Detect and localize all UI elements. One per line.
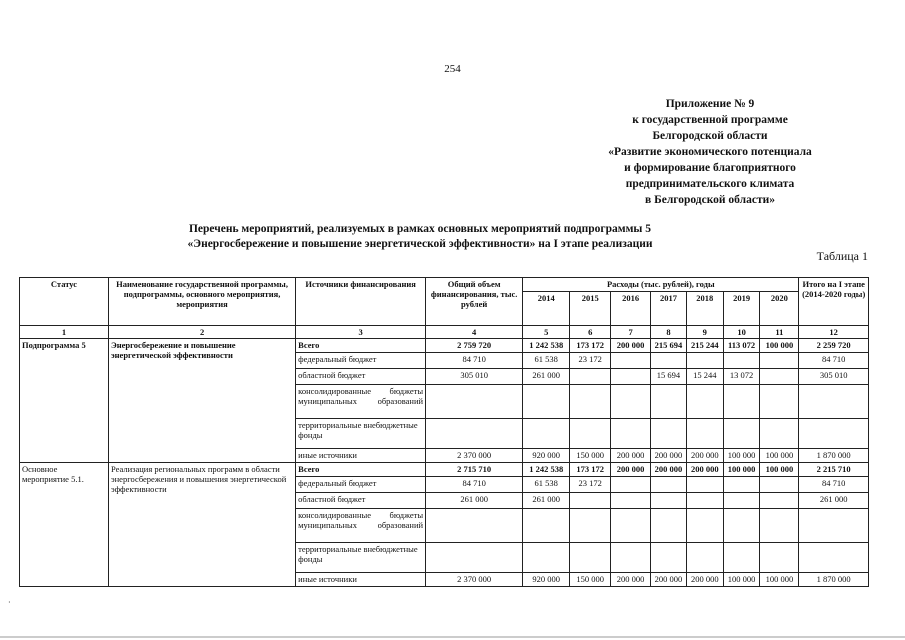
column-number: 6 [570, 326, 611, 339]
total-cell: 2 759 720 [426, 339, 523, 353]
year-cell [686, 477, 723, 493]
stage-total-cell: 1 870 000 [799, 449, 869, 463]
stage-total-cell [799, 509, 869, 543]
header-status: Статус [20, 278, 109, 326]
stage-total-cell: 261 000 [799, 493, 869, 509]
header-expenses: Расходы (тыс. рублей), годы [523, 278, 799, 292]
appendix-line: предпринимательского климата [625, 178, 795, 190]
total-cell [426, 385, 523, 419]
header-year: 2017 [651, 292, 687, 326]
year-cell: 200 000 [611, 339, 651, 353]
column-number: 2 [108, 326, 295, 339]
source-cell: территориальные внебюджетные фонды [296, 543, 426, 573]
year-cell [760, 493, 799, 509]
year-cell [651, 385, 687, 419]
year-cell: 100 000 [723, 449, 760, 463]
total-cell: 2 370 000 [426, 449, 523, 463]
appendix-line: «Развитие экономического потенциала [608, 146, 812, 158]
source-cell: иные источники [296, 449, 426, 463]
year-cell [723, 509, 760, 543]
header-year: 2016 [611, 292, 651, 326]
year-cell: 23 172 [570, 477, 611, 493]
year-cell [686, 543, 723, 573]
year-cell [570, 369, 611, 385]
stage-total-cell: 2 259 720 [799, 339, 869, 353]
year-cell [570, 543, 611, 573]
year-cell: 1 242 538 [523, 339, 570, 353]
year-cell: 100 000 [760, 573, 799, 587]
year-cell [723, 493, 760, 509]
scan-edge [0, 636, 905, 638]
total-cell: 305 010 [426, 369, 523, 385]
column-number: 7 [611, 326, 651, 339]
source-cell: консолидированные бюджеты муниципальных образований [296, 509, 426, 543]
year-cell [686, 509, 723, 543]
source-cell: Всего [296, 463, 426, 477]
year-cell [760, 477, 799, 493]
year-cell [611, 543, 651, 573]
year-cell: 200 000 [611, 573, 651, 587]
column-number: 8 [651, 326, 687, 339]
year-cell: 100 000 [760, 449, 799, 463]
column-number: 10 [723, 326, 760, 339]
source-cell: иные источники [296, 573, 426, 587]
stage-total-cell [799, 419, 869, 449]
year-cell [570, 419, 611, 449]
year-cell [611, 493, 651, 509]
source-cell: консолидированные бюджеты муниципальных образований [296, 385, 426, 419]
year-cell [760, 369, 799, 385]
column-number: 11 [760, 326, 799, 339]
year-cell [611, 385, 651, 419]
year-cell [611, 509, 651, 543]
year-cell: 215 694 [651, 339, 687, 353]
stage-total-cell: 1 870 000 [799, 573, 869, 587]
year-cell [723, 419, 760, 449]
header-year: 2015 [570, 292, 611, 326]
header-total: Общий объем финансирования, тыс. рублей [426, 278, 523, 326]
stage-total-cell: 84 710 [799, 477, 869, 493]
column-number: 9 [686, 326, 723, 339]
source-cell: областной бюджет [296, 369, 426, 385]
year-cell [611, 419, 651, 449]
appendix-line: в Белгородской области» [645, 194, 775, 206]
document-title-line2: «Энергосбережение и повышение энергетической эффективности» на I этапе реализации [187, 238, 653, 250]
stage-total-cell: 84 710 [799, 353, 869, 369]
name-cell: Реализация региональных программ в области энергосбережения и повышения энергетической эффективности [108, 463, 295, 587]
year-cell: 200 000 [611, 449, 651, 463]
year-cell: 261 000 [523, 493, 570, 509]
document-title-line1: Перечень мероприятий, реализуемых в рамках основных мероприятий подпрограммы 5 [188, 223, 652, 235]
column-number: 4 [426, 326, 523, 339]
table-row [20, 463, 869, 477]
header-stage-total: Итого на I этапе (2014-2020 годы) [799, 278, 869, 326]
header-source: Источники финансирования [296, 278, 426, 326]
year-cell [611, 477, 651, 493]
year-cell: 61 538 [523, 477, 570, 493]
year-cell: 200 000 [686, 449, 723, 463]
total-cell [426, 543, 523, 573]
year-cell: 100 000 [723, 463, 760, 477]
total-cell: 84 710 [426, 477, 523, 493]
year-cell: 100 000 [760, 463, 799, 477]
source-cell: территориальные внебюджетные фонды [296, 419, 426, 449]
year-cell: 23 172 [570, 353, 611, 369]
year-cell: 150 000 [570, 449, 611, 463]
year-cell [651, 353, 687, 369]
year-cell [651, 493, 687, 509]
year-cell: 150 000 [570, 573, 611, 587]
year-cell [523, 543, 570, 573]
header-year: 2018 [686, 292, 723, 326]
table-body [20, 278, 869, 587]
year-cell: 200 000 [611, 463, 651, 477]
status-cell: Подпрограмма 5 [20, 339, 109, 463]
year-cell: 261 000 [523, 369, 570, 385]
stage-total-cell [799, 543, 869, 573]
header-year: 2014 [523, 292, 570, 326]
column-number: 1 [20, 326, 109, 339]
year-cell: 173 172 [570, 463, 611, 477]
source-cell: областной бюджет [296, 493, 426, 509]
total-cell: 2 715 710 [426, 463, 523, 477]
year-cell [686, 493, 723, 509]
year-cell [570, 493, 611, 509]
year-cell: 13 072 [723, 369, 760, 385]
year-cell [760, 543, 799, 573]
table-row [20, 339, 869, 353]
year-cell [523, 509, 570, 543]
year-cell [570, 509, 611, 543]
year-cell: 15 244 [686, 369, 723, 385]
appendix-line: и формирование благоприятного [624, 162, 796, 174]
source-cell: Всего [296, 339, 426, 353]
status-cell: Основное мероприятие 5.1. [20, 463, 109, 587]
stage-total-cell [799, 385, 869, 419]
year-cell: 920 000 [523, 573, 570, 587]
year-cell: 200 000 [686, 573, 723, 587]
year-cell [651, 477, 687, 493]
year-cell: 200 000 [651, 463, 687, 477]
total-cell: 261 000 [426, 493, 523, 509]
total-cell: 84 710 [426, 353, 523, 369]
year-cell [651, 509, 687, 543]
source-cell: федеральный бюджет [296, 353, 426, 369]
total-cell [426, 509, 523, 543]
year-cell [723, 477, 760, 493]
year-cell: 100 000 [760, 339, 799, 353]
year-cell [723, 543, 760, 573]
year-cell [523, 385, 570, 419]
header-year: 2019 [723, 292, 760, 326]
year-cell [611, 353, 651, 369]
year-cell: 1 242 538 [523, 463, 570, 477]
year-cell [686, 353, 723, 369]
name-cell: Энергосбережение и повышение энергетической эффективности [108, 339, 295, 463]
appendix-line: к государственной программе [632, 114, 788, 126]
header-name: Наименование государственной программы, подпрограммы, основного мероприятия, мероприятия [108, 278, 295, 326]
column-number: 12 [799, 326, 869, 339]
year-cell [760, 353, 799, 369]
year-cell: 100 000 [723, 573, 760, 587]
year-cell: 61 538 [523, 353, 570, 369]
source-cell: федеральный бюджет [296, 477, 426, 493]
year-cell: 200 000 [686, 463, 723, 477]
year-cell [686, 419, 723, 449]
scan-mark: · [8, 598, 11, 607]
year-cell [760, 385, 799, 419]
year-cell: 200 000 [651, 573, 687, 587]
header-row [20, 278, 869, 292]
year-cell [760, 509, 799, 543]
appendix-line: Белгородской области [652, 130, 768, 142]
total-cell: 2 370 000 [426, 573, 523, 587]
year-cell [523, 419, 570, 449]
year-cell: 215 244 [686, 339, 723, 353]
year-cell [723, 385, 760, 419]
year-cell: 113 072 [723, 339, 760, 353]
year-cell [760, 419, 799, 449]
column-number: 3 [296, 326, 426, 339]
measures-table [19, 277, 869, 587]
stage-total-cell: 305 010 [799, 369, 869, 385]
year-cell: 173 172 [570, 339, 611, 353]
year-cell [570, 385, 611, 419]
column-numbers-row [20, 326, 869, 339]
year-cell [686, 385, 723, 419]
year-cell [651, 543, 687, 573]
total-cell [426, 419, 523, 449]
appendix-block [560, 96, 860, 208]
stage-total-cell: 2 215 710 [799, 463, 869, 477]
page-number: 254 [444, 63, 461, 75]
column-number: 5 [523, 326, 570, 339]
year-cell: 200 000 [651, 449, 687, 463]
year-cell [651, 419, 687, 449]
year-cell [723, 353, 760, 369]
table-label: Таблица 1 [816, 249, 868, 263]
header-year: 2020 [760, 292, 799, 326]
appendix-line: Приложение № 9 [665, 98, 755, 110]
year-cell: 15 694 [651, 369, 687, 385]
year-cell [611, 369, 651, 385]
document-title [120, 222, 720, 252]
year-cell: 920 000 [523, 449, 570, 463]
